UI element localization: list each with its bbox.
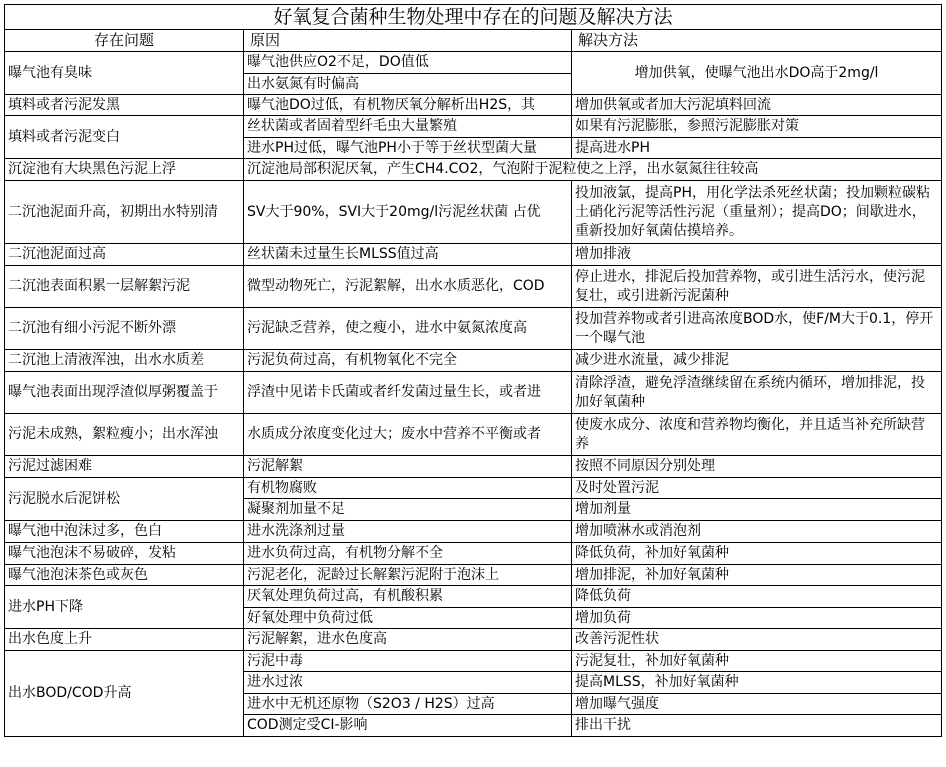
solution-cell[interactable]: 投加营养物或者引进高浓度BOD水，使F/M大于0.1，停开一个曝气池 (572, 308, 942, 350)
problem-cell[interactable]: 二沉池泥面升高，初期出水特别清 (5, 181, 244, 244)
problem-cell[interactable]: 曝气池中泡沫过多，色白 (5, 521, 244, 543)
solution-cell[interactable]: 减少进水流量，减少排泥 (572, 350, 942, 372)
problem-cell[interactable]: 二沉池有细小污泥不断外漂 (5, 308, 244, 350)
solution-cell[interactable]: 投加液氯，提高PH，用化学法杀死丝状菌；投加颗粒碳粘土硝化污泥等活性污泥（重量剂）；提高DO；间歇进水，重新投加好氧菌估摸培养。 (572, 181, 942, 244)
problem-cell[interactable]: 曝气池泡沫不易破碎，发粘 (5, 543, 244, 565)
table-row (5, 266, 942, 308)
cause-cell[interactable]: 污泥老化，泥龄过长解絮污泥附于泡沫上 (244, 565, 572, 586)
table-row (5, 565, 942, 586)
table-row (5, 414, 942, 456)
spreadsheet (4, 4, 941, 737)
table-row (5, 244, 942, 266)
table-row (5, 116, 942, 138)
solution-cell[interactable]: 降低负荷 (572, 586, 942, 608)
problem-cell[interactable]: 曝气池有臭味 (5, 52, 244, 95)
table-row (5, 478, 942, 499)
cause-cell[interactable]: 进水洗涤剂过量 (244, 521, 572, 543)
solution-cell[interactable]: 增加负荷 (572, 608, 942, 629)
solution-cell[interactable]: 增加排液 (572, 244, 942, 266)
solution-cell[interactable]: 提高MLSS，补加好氧菌种 (572, 672, 942, 694)
solution-cell[interactable]: 增加剂量 (572, 499, 942, 521)
solution-cell[interactable]: 增加曝气强度 (572, 694, 942, 715)
cause-cell[interactable]: 出水氨氮有时偏高 (244, 74, 572, 95)
table-row (5, 586, 942, 608)
problem-cell[interactable]: 填料或者污泥变白 (5, 116, 244, 159)
solution-cell[interactable]: 增加供氧或者加大污泥填料回流 (572, 95, 942, 116)
table-row (5, 308, 942, 350)
cause-cell[interactable]: 沉淀池局部积泥厌氧，产生CH4.CO2，气泡附于泥粒使之上浮，出水氨氮往往较高 (244, 159, 942, 181)
problem-cell[interactable]: 出水BOD/COD升高 (5, 651, 244, 737)
problem-cell[interactable]: 沉淀池有大块黑色污泥上浮 (5, 159, 244, 181)
cause-cell[interactable]: 污泥中毒 (244, 651, 572, 672)
solution-cell[interactable]: 如果有污泥膨胀，参照污泥膨胀对策 (572, 116, 942, 138)
cause-cell[interactable]: 进水过浓 (244, 672, 572, 694)
problem-cell[interactable]: 污泥脱水后泥饼松 (5, 478, 244, 521)
header-row (5, 30, 942, 52)
cause-cell[interactable]: 厌氧处理负荷过高，有机酸积累 (244, 586, 572, 608)
header-problem[interactable]: 存在问题 (5, 30, 244, 52)
problem-cell[interactable]: 曝气池表面出现浮渣似厚粥覆盖于 (5, 372, 244, 414)
solution-cell[interactable]: 清除浮渣，避免浮渣继续留在系统内循环，增加排泥，投加好氧菌种 (572, 372, 942, 414)
cause-cell[interactable]: 进水负荷过高，有机物分解不全 (244, 543, 572, 565)
table-row (5, 629, 942, 651)
problem-cell[interactable]: 污泥过滤困难 (5, 456, 244, 478)
solution-cell[interactable]: 改善污泥性状 (572, 629, 942, 651)
problem-cell[interactable]: 污泥未成熟，絮粒瘦小；出水浑浊 (5, 414, 244, 456)
cause-cell[interactable]: 进水PH过低，曝气池PH小于等于丝状型菌大量 (244, 138, 572, 159)
cause-cell[interactable]: 污泥解絮 (244, 456, 572, 478)
cause-cell[interactable]: 好氧处理中负荷过低 (244, 608, 572, 629)
cause-cell[interactable]: 凝聚剂加量不足 (244, 499, 572, 521)
table-row (5, 521, 942, 543)
table-row (5, 372, 942, 414)
solution-cell[interactable]: 使废水成分、浓度和营养物均衡化，并且适当补充所缺营养 (572, 414, 942, 456)
problem-cell[interactable]: 二沉池泥面过高 (5, 244, 244, 266)
problem-cell[interactable]: 曝气池泡沫茶色或灰色 (5, 565, 244, 586)
problem-cell[interactable]: 进水PH下降 (5, 586, 244, 629)
cause-cell[interactable]: 水质成分浓度变化过大；废水中营养不平衡或者 (244, 414, 572, 456)
table-row (5, 159, 942, 181)
header-cause[interactable]: 原因 (244, 30, 572, 52)
cause-cell[interactable]: SV大于90%，SVI大于20mg/l污泥丝状菌 占优 (244, 181, 572, 244)
solution-cell[interactable]: 降低负荷，补加好氧菌种 (572, 543, 942, 565)
solution-cell[interactable]: 增加喷淋水或消泡剂 (572, 521, 942, 543)
cause-cell[interactable]: 微型动物死亡，污泥絮解，出水水质恶化，COD (244, 266, 572, 308)
problem-cell[interactable]: 二沉池表面积累一层解絮污泥 (5, 266, 244, 308)
table-row (5, 52, 942, 74)
solution-cell[interactable]: 停止进水，排泥后投加营养物，或引进生活污水，使污泥复壮，或引进新污泥菌种 (572, 266, 942, 308)
problem-cell[interactable]: 二沉池上清液浑浊，出水水质差 (5, 350, 244, 372)
problem-cell[interactable]: 填料或者污泥发黑 (5, 95, 244, 116)
solution-cell[interactable]: 排出干扰 (572, 715, 942, 737)
title-row (5, 5, 942, 30)
table-row (5, 181, 942, 244)
header-solution[interactable]: 解决方法 (572, 30, 942, 52)
solution-cell[interactable]: 及时处置污泥 (572, 478, 942, 499)
cause-cell[interactable]: 污泥解絮，进水色度高 (244, 629, 572, 651)
table-row (5, 543, 942, 565)
cause-cell[interactable]: 丝状菌未过量生长MLSS值过高 (244, 244, 572, 266)
table-row (5, 456, 942, 478)
cause-cell[interactable]: 丝状菌或者固着型纤毛虫大量繁殖 (244, 116, 572, 138)
cause-cell[interactable]: COD测定受CI-影响 (244, 715, 572, 737)
cause-cell[interactable]: 污泥负荷过高，有机物氧化不完全 (244, 350, 572, 372)
solution-cell[interactable]: 提高进水PH (572, 138, 942, 159)
solution-cell[interactable]: 增加供氧，使曝气池出水DO高于2mg/l (572, 52, 942, 95)
solution-cell[interactable]: 增加排泥，补加好氧菌种 (572, 565, 942, 586)
cause-cell[interactable]: 有机物腐败 (244, 478, 572, 499)
table-row (5, 350, 942, 372)
table-row (5, 95, 942, 116)
problem-cell[interactable]: 出水色度上升 (5, 629, 244, 651)
solution-cell[interactable]: 污泥复壮，补加好氧菌种 (572, 651, 942, 672)
solution-cell[interactable]: 按照不同原因分别处理 (572, 456, 942, 478)
cause-cell[interactable]: 曝气池DO过低，有机物厌氧分解析出H2S，其 (244, 95, 572, 116)
cause-cell[interactable]: 浮渣中见诺卡氏菌或者纤发菌过量生长，或者进 (244, 372, 572, 414)
cause-cell[interactable]: 污泥缺乏营养，使之瘦小，进水中氨氮浓度高 (244, 308, 572, 350)
cause-cell[interactable]: 进水中无机还原物（S2O3 / H2S）过高 (244, 694, 572, 715)
table-title[interactable]: 好氧复合菌种生物处理中存在的问题及解决方法 (5, 5, 942, 30)
table-row (5, 651, 942, 672)
cause-cell[interactable]: 曝气池供应O2不足，DO值低 (244, 52, 572, 74)
problems-table (4, 4, 942, 737)
